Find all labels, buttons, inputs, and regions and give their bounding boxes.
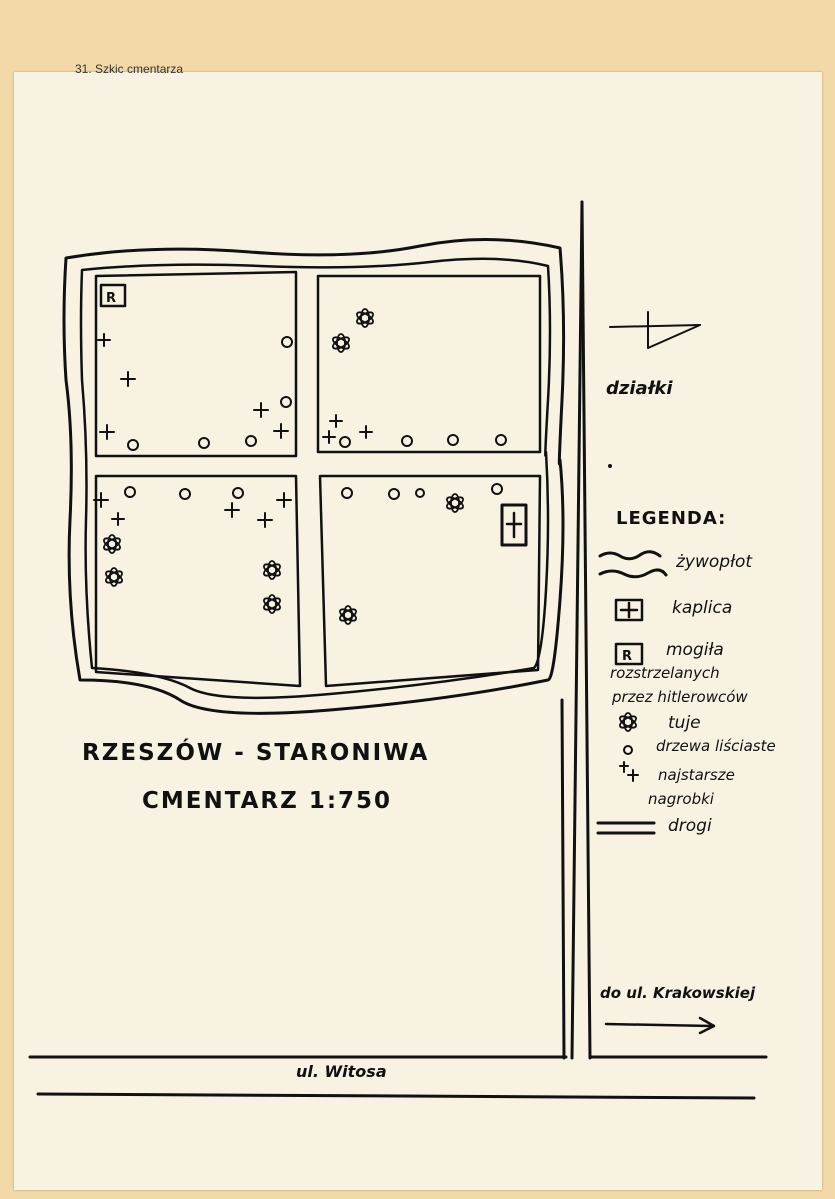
legend-grave-label-1: mogiła xyxy=(666,640,724,660)
road-edge-east xyxy=(562,700,564,1058)
grave-marker-letter: R xyxy=(106,291,117,306)
road-vertical-left xyxy=(572,202,582,1058)
hedge-inner xyxy=(81,259,550,698)
map-title-line1: RZESZÓW - STARONIWA xyxy=(82,740,430,766)
direction-arrow xyxy=(606,1018,714,1033)
legend-tree-icon xyxy=(624,746,632,754)
legend-oldest-label-1: najstarsze xyxy=(658,766,735,784)
direction-label: do ul. Krakowskiej xyxy=(600,984,756,1002)
plot-sw xyxy=(96,476,300,686)
deciduous-trees xyxy=(125,337,506,499)
legend-chapel-label: kaplica xyxy=(672,598,733,618)
legend-hedge-label: żywopłot xyxy=(676,552,753,572)
scale-symbol xyxy=(610,312,700,348)
legend-oldest-icon xyxy=(620,762,638,781)
street-label: ul. Witosa xyxy=(296,1062,387,1081)
legend-thuja-label: tuje xyxy=(668,713,701,733)
road-vertical-right xyxy=(582,202,590,1058)
figure-caption: 31. Szkic cmentarza xyxy=(75,62,184,76)
legend-trees-label: drzewa liściaste xyxy=(656,737,776,755)
scale-label: działki xyxy=(606,378,673,399)
legend-oldest-label-2: nagrobki xyxy=(648,790,714,808)
legend-chapel-icon xyxy=(616,600,642,620)
road-horizontal-bottom xyxy=(38,1094,754,1098)
legend-grave-label-2: rozstrzelanych xyxy=(610,664,720,682)
ink-dot xyxy=(608,464,612,468)
thujas xyxy=(102,309,638,731)
legend-hedge-icon xyxy=(600,552,666,577)
legend-grave-letter: R xyxy=(622,649,633,664)
chapel-symbol xyxy=(502,505,526,545)
plot-se xyxy=(320,476,540,686)
legend-roads-icon xyxy=(598,823,654,833)
map-title-line2: CMENTARZ 1:750 xyxy=(142,788,393,814)
legend-heading: LEGENDA: xyxy=(616,508,727,529)
legend-thuja-icon xyxy=(618,713,638,731)
plot-ne xyxy=(318,276,540,452)
legend-roads-label: drogi xyxy=(668,816,712,836)
legend-grave-label-3: przez hitlerowców xyxy=(612,688,748,706)
oldest-gravestones xyxy=(94,334,372,527)
